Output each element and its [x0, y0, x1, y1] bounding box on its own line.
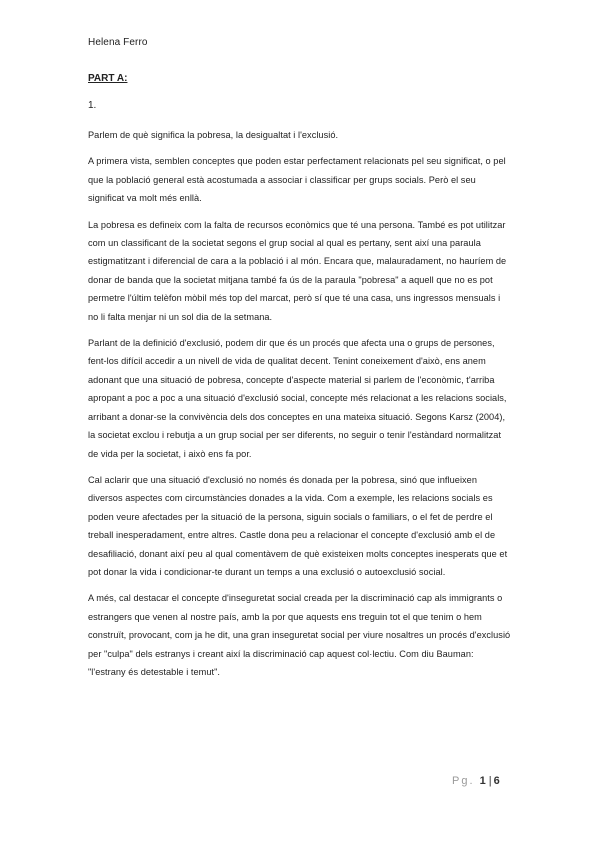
paragraph: La pobresa es defineix com la falta de recursos econòmics que té una persona. També es pot utilitzar com un classificant de la societat segons el grup social al qual es pertany, sent així una paraula estigmatitzant i diferencial de cara a la població i al món. Encara que, malauradament, no hauríem de donar de banda que la societat mitjana també fa ús de la paraula "pobresa" a aquell que no es pot permetre l'últim telèfon mòbil més top del marcat, però sí que té una casa, uns ingressos mensuals i no li falta menjar ni un sol dia de la setmana.: [88, 219, 507, 322]
section-number: 1.: [88, 100, 97, 111]
page-separator: |: [488, 775, 492, 787]
page-footer: [452, 775, 501, 787]
paragraph: A primera vista, semblen conceptes que poden estar perfectament relacionats pel seu significat, o pel que la població general està acostumada a associar i classificar per grups socials. Però el seu significat va molt més enllà.: [88, 156, 506, 204]
body-block-1: [88, 126, 512, 689]
paragraph: Cal aclarir que una situació d'exclusió no només és donada per la pobresa, sinó que influeixen diversos aspectes com circumstàncies donades a la vida. Com a exemple, les relacions socials es poden veure afectades per la situació de la persona, siguin socials o familiars, o el fet de perdre el treball inesperadament, entre altres. Castle dona peu a relacionar el concepte d'exclusió amb el de desafiliació, donant així peu al qual comentàvem de què existeixen molts conceptes inesperats que et pot donar la vida i condicionar-te durant un temps a una exclusió o autoexclusió social.: [88, 474, 508, 577]
page-label: Pg.: [452, 775, 475, 787]
paragraph: Parlant de la definició d'exclusió, podem dir que és un procés que afecta una o grups de persones, fent-los difícil accedir a un nivell de vida de qualitat decent. Tenint coneixement d'això, ens anem adonant que una situació de pobresa, concepte d'aspecte material si parlem de l'econòmic, t'arriba apropant a poc a poc a una situació d'exclusió social, concepte més relacionat a les relacions socials, arribant a donar-se la convivència dels dos conceptes en una mateixa situació. Segons Karsz (2004), la societat exclou i rebutja a un grup social per ser diferents, no seguir o tenir l'estàndard normalitzat de vida per la societat, i això ens fa por.: [88, 338, 507, 459]
current-page-number: 1: [479, 775, 487, 787]
header-author: Helena Ferro: [88, 37, 148, 48]
section-title: PART A:: [88, 73, 128, 84]
total-pages: 6: [493, 775, 501, 787]
paragraph: A més, cal destacar el concepte d'inseguretat social creada per la discriminació cap als immigrants o estrangers que venen al nostre país, amb la por que aquests ens treguin tot el que tenim o hem construït, provocant, com ja he dit, una gran inseguretat social per viure nosaltres un procés d'exclusió per "culpa" dels estranys i creant així la discriminació cap aquest col·lectiu. Com diu Bauman: "l'estrany és detestable i temut".: [88, 593, 511, 677]
paragraph: Parlem de què significa la pobresa, la desigualtat i l'exclusió.: [88, 130, 339, 140]
